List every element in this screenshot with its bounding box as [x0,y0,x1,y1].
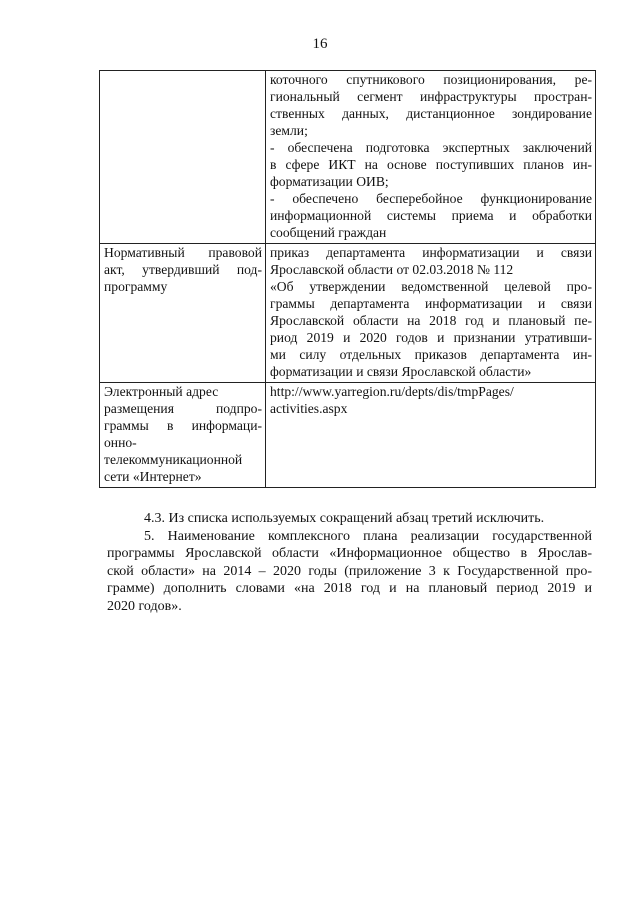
cell-text-line: Ярославской области от 02.03.2018 № 112 [270,262,514,277]
table-cell-value [266,71,596,244]
cell-text-line: Ярославской области на 2018 год и плановый пе- [270,313,592,328]
table-row [100,244,596,383]
cell-text-line: граммы в информаци- [104,418,262,433]
paragraph-line: 4.3. Из списка используемых сокращений абзац третий исключить. [144,511,545,526]
cell-text-line: http://www.yarregion.ru/depts/dis/tmpPages/ [270,384,514,399]
paragraph-line: ской области» на 2014 – 2020 годы (приложение 3 к Государственной про- [107,563,592,579]
cell-text-line: сети «Интернет» [104,469,202,484]
cell-text-line: риод 2019 и 2020 годов и признании утративши- [270,330,592,345]
cell-text-line: информационной системы приема и обработки [270,208,592,223]
cell-text-line: ственных данных, дистанционное зондирование [270,106,592,121]
cell-text-line: онно- [104,435,137,450]
cell-text-line: телекоммуникационной [104,452,243,467]
cell-text-line: гиональный сегмент инфраструктуры простран- [270,89,592,104]
cell-text-line: в сфере ИКТ на основе поступивших планов ин- [270,157,592,172]
table-cell-label [100,244,266,383]
cell-text-line: коточного спутникового позиционирования, ре- [270,72,592,87]
cell-text-line: форматизации и связи Ярославской области» [270,364,532,379]
cell-text-line: земли; [270,123,308,138]
cell-text-line: activities.aspx [270,401,348,416]
paragraph-line: программы Ярославской области «Информационное общество в Ярослав- [107,546,592,561]
cell-text-line: Нормативный правовой [104,245,262,260]
paragraph-line: 5. Наименование комплексного плана реализации государственной [144,528,592,544]
cell-text-line: граммы департамента информатизации и связи [270,296,592,311]
subprogram-passport-table [99,70,596,488]
cell-text-line: размещения подпро- [104,401,262,416]
paragraph-line: грамме) дополнить словами «на 2018 год и на плановый период 2019 и [107,581,592,596]
page-number: 16 [312,36,328,52]
table-row [100,383,596,488]
table-cell-label [100,71,266,244]
table-cell-label [100,383,266,488]
cell-text-line: «Об утверждении ведомственной целевой про- [270,279,592,294]
cell-text-line: ми силу отдельных приказов департамента ин- [270,347,592,362]
cell-text-line: программу [104,279,168,294]
table-cell-value [266,383,596,488]
cell-text-line: акт, утвердивший под- [104,262,262,277]
cell-text-line: - обеспечена подготовка экспертных заключений [270,140,592,155]
table-cell-value [266,244,596,383]
cell-text-line: форматизации ОИВ; [270,174,389,189]
amendment-paragraphs [107,510,592,615]
cell-text-line: приказ департамента информатизации и связи [270,245,592,260]
cell-text-line: сообщений граждан [270,225,387,240]
cell-text-line: - обеспечено бесперебойное функционирование [270,191,592,206]
cell-text-line: Электронный адрес [104,384,219,399]
paragraph-line: 2020 годов». [107,598,182,614]
table-row [100,71,596,244]
